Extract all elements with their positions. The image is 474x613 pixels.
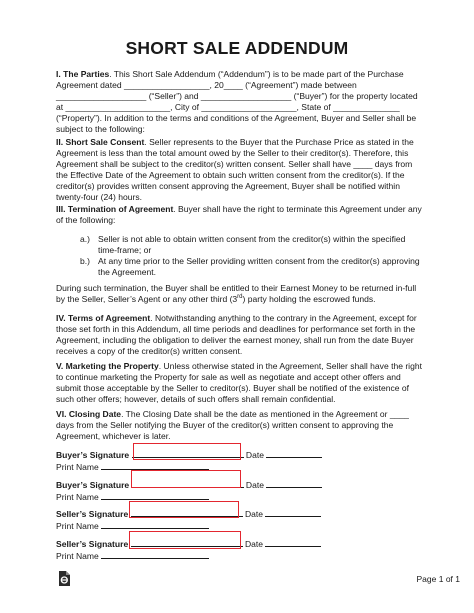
print-name-line[interactable]: [101, 491, 209, 500]
print-name-label: Print Name: [56, 551, 99, 561]
signature-label: Buyer’s Signature: [56, 480, 130, 490]
signature-label: Seller’s Signature: [56, 509, 129, 519]
signature-field[interactable]: [129, 501, 239, 518]
list-item-text: Seller is not able to obtain written consent from the creditor(s) within the specified time-frame; or: [98, 234, 406, 256]
print-name-line[interactable]: [101, 550, 209, 559]
section-text: . The Closing Date shall be the date as mentioned in the Agreement or ____ days from the Seller notifying the Buyer of the creditor(s) written consent to approving the Agreement, whichever is later.: [56, 409, 409, 442]
date-line[interactable]: [266, 479, 322, 488]
print-name-label: Print Name: [56, 462, 99, 472]
date-label: Date: [245, 450, 264, 460]
signature-block: [56, 508, 436, 532]
signature-block: [56, 479, 436, 503]
print-name-label: Print Name: [56, 521, 99, 531]
section-text: . Buyer shall have the right to terminate this Agreement under any of the following:: [56, 204, 422, 226]
section-heading: V. Marketing the Property: [56, 361, 159, 371]
signature-block: [56, 538, 436, 562]
date-line[interactable]: [266, 449, 322, 458]
section-termination: [56, 204, 422, 226]
signature-block: [56, 449, 436, 473]
date-line[interactable]: [265, 508, 321, 517]
date-label: Date: [244, 539, 264, 549]
section-heading: I. The Parties: [56, 69, 110, 79]
section-closing-date: [56, 409, 422, 442]
section-heading: III. Termination of Agreement: [56, 204, 174, 214]
section-heading: VI. Closing Date: [56, 409, 122, 419]
eforms-logo-icon: [58, 571, 70, 586]
section-terms: [56, 313, 422, 357]
print-name-line[interactable]: [101, 461, 209, 470]
date-label: Date: [244, 509, 264, 519]
section-text: . Unless otherwise stated in the Agreement, Seller shall have the right to continue marketing the Property for sale as well as negotiate and accept other offers and submit those acceptable by the Seller to creditor(s). Buyer shall be notified of the existence of such other offers; however, details of such offers shall remain confidential.: [56, 361, 422, 405]
section-text: . Seller represents to the Buyer that the Purchase Price as stated in the Agreement is less than the total amount owed by the Seller to their creditor(s). Therefore, this Agreement shall be subject to the creditor(s) written consent. Seller shall have ____ days from the Effective Date of the Agreement to obtain such written consent from the creditor(s). If the creditor(s) provides written consent approving the Agreement, Buyer shall be notified within twenty-four (24) hours.: [56, 137, 414, 203]
signature-field[interactable]: [131, 470, 241, 488]
list-item-text: At any time prior to the Seller providing written consent from the creditor(s) approving the Agreement.: [98, 256, 420, 278]
document-title: SHORT SALE ADDENDUM: [125, 38, 349, 58]
signature-field[interactable]: [133, 443, 241, 460]
section-text: . This Short Sale Addendum (“Addendum”) is to be made part of the Purchase Agreement dated __________________, 20____ (“Agreement”) made between ___________________ (“Seller”) and ___________________ (“Buyer”) for the property located at ______________________, City of ____________________, State of ______________ (“Property”). In addition to the terms and conditions of the Agreement, Buyer and Seller shall be subject to the following:: [56, 69, 418, 135]
section-parties: [56, 69, 422, 136]
termination-refund-text: During such termination, the Buyer shall be entitled to their Earnest Money to be returned in-full by the Seller, Seller’s Agent or any other third (3rd) party holding the escrowed funds.: [56, 283, 417, 305]
date-line[interactable]: [265, 538, 321, 547]
signature-label: Seller’s Signature: [56, 539, 129, 549]
signature-field[interactable]: [129, 531, 241, 549]
section-marketing: [56, 361, 422, 405]
section-heading: IV. Terms of Agreement: [56, 313, 151, 323]
section-text: . Notwithstanding anything to the contrary in the Agreement, except for those set forth in this Addendum, all time periods and deadlines for performance set forth in the Agreement, including the obligation to deliver the earnest money, shall run from the date Buyer receives a copy of the creditor(s) written consent.: [56, 313, 417, 357]
list-item: [80, 256, 424, 278]
date-label: Date: [245, 480, 264, 490]
termination-list: [80, 234, 424, 278]
signature-label: Buyer’s Signature: [56, 450, 130, 460]
list-marker: b.): [80, 256, 90, 267]
print-name-label: Print Name: [56, 492, 99, 502]
section-short-sale-consent: [56, 137, 422, 204]
list-marker: a.): [80, 234, 90, 244]
print-name-line[interactable]: [101, 520, 209, 529]
page-number: Page 1 of 1: [416, 574, 460, 584]
section-heading: II. Short Sale Consent: [56, 137, 145, 147]
list-item: [80, 234, 424, 256]
